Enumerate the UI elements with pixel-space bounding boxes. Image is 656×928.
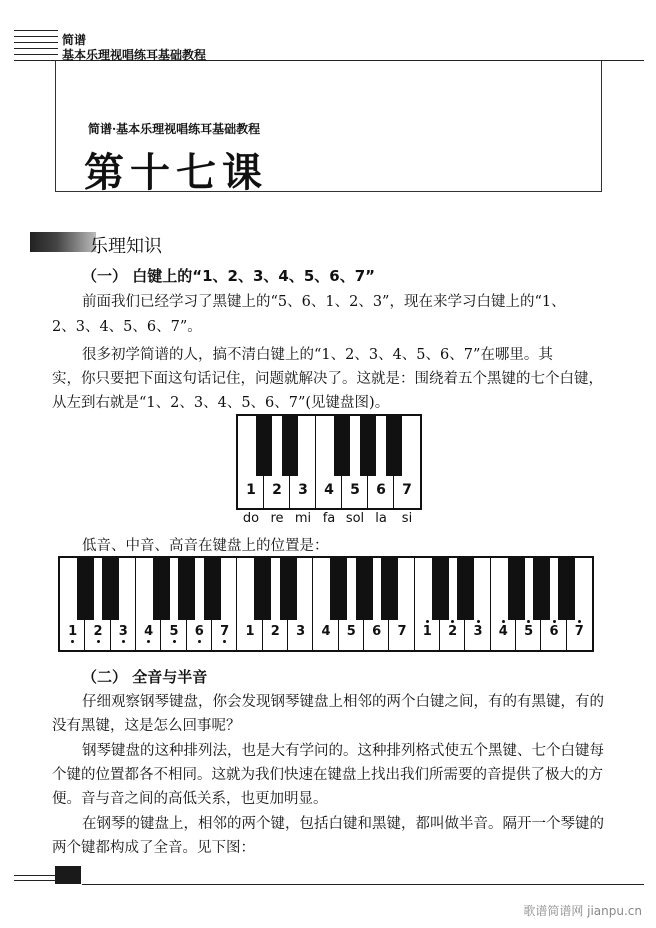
key-number: 4: [324, 482, 334, 498]
paragraph-line: 没有黑键，这是怎么回事呢？: [52, 718, 241, 734]
black-key: [356, 558, 373, 620]
key-number: 5: [350, 482, 360, 498]
key-number: 3: [296, 624, 306, 639]
black-key: [280, 558, 297, 620]
black-key: [381, 558, 398, 620]
registers-caption: 低音、中音、高音在键盘上的位置是：: [82, 538, 329, 554]
black-key: [533, 558, 550, 620]
paragraph-line: 便。音与音之间的高低关系，也更加明显。: [52, 791, 328, 807]
solfege-syllable: sol: [345, 511, 365, 526]
key-number: 5: [169, 624, 179, 639]
page-marker: [55, 866, 81, 884]
lesson-title: 第十七课: [84, 150, 268, 196]
solfege-syllable: si: [401, 511, 413, 526]
header-rule: [14, 42, 58, 43]
high-octave-dot: [477, 620, 480, 623]
solfege-syllable: mi: [294, 511, 312, 526]
header-rule: [14, 54, 58, 55]
black-key: [360, 416, 376, 476]
black-key: [282, 416, 298, 476]
footer-main-rule: [82, 884, 644, 885]
black-key: [334, 416, 350, 476]
black-key: [77, 558, 94, 620]
black-key: [432, 558, 449, 620]
key-number: 2: [272, 482, 282, 498]
paragraph-line: 前面我们已经学习了黑键上的“5、6、1、2、3”，现在来学习白键上的“1、: [82, 294, 566, 310]
key-number: 3: [298, 482, 308, 498]
key-number: 4: [321, 624, 331, 639]
low-octave-dot: [173, 640, 176, 643]
paragraph-line: 从左到右就是“1、2、3、4、5、6、7”(见键盘图)。: [52, 395, 390, 411]
part1-heading: （一） 白键上的“1、2、3、4、5、6、7”: [82, 267, 375, 285]
key-number: 5: [524, 624, 534, 639]
key-number: 1: [246, 482, 256, 498]
paragraph-line: 实，你只要把下面这句话记住，问题就解决了。这就是：围绕着五个黑键的七个白键，: [52, 371, 603, 387]
paragraph-line: 在钢琴的键盘上，相邻的两个键，包括白键和黑键，都叫做半音。隔开一个琴键的: [82, 816, 604, 832]
high-octave-dot: [553, 620, 556, 623]
key-number: 7: [397, 624, 407, 639]
header-book-title: 基本乐理视唱练耳基础教程: [62, 48, 207, 62]
key-number: 1: [245, 624, 255, 639]
key-number: 7: [220, 624, 230, 639]
lesson-subtitle: 简谱·基本乐理视唱练耳基础教程: [88, 122, 261, 136]
key-number: 5: [346, 624, 356, 639]
header-rule: [14, 30, 58, 31]
keyboard-one-octave: [236, 414, 422, 510]
black-key: [457, 558, 474, 620]
black-key: [386, 416, 402, 476]
key-number: 2: [448, 624, 458, 639]
black-key: [204, 558, 221, 620]
section-title: 乐理知识: [90, 236, 162, 257]
key-number: 3: [118, 624, 128, 639]
key-number: 7: [574, 624, 584, 639]
key-number: 2: [270, 624, 280, 639]
header-rule: [14, 36, 58, 37]
header-book-short: 简谱: [62, 33, 87, 47]
black-key: [558, 558, 575, 620]
paragraph-line: 2、3、4、5、6、7”。: [52, 319, 202, 335]
key-number: 4: [498, 624, 508, 639]
part2-heading: （二） 全音与半音: [82, 668, 208, 686]
section-bar: [30, 232, 96, 252]
black-key: [256, 416, 272, 476]
low-octave-dot: [97, 640, 100, 643]
paragraph-line: 仔细观察钢琴键盘，你会发现钢琴键盘上相邻的两个白键之间，有的有黑键，有的: [82, 694, 604, 710]
key-number: 6: [376, 482, 386, 498]
footer-rule: [14, 880, 58, 881]
key-number: 2: [93, 624, 103, 639]
key-number: 6: [372, 624, 382, 639]
key-number: 4: [144, 624, 154, 639]
paragraph-line: 个键的位置都各不相同。这就为我们快速在键盘上找出我们所需要的音提供了极大的方: [52, 767, 603, 783]
key-number: 6: [549, 624, 559, 639]
paragraph-line: 很多初学简谱的人，搞不清白键上的“1、2、3、4、5、6、7”在哪里。其: [82, 347, 553, 363]
paragraph-line: 两个键都构成了全音。见下图：: [52, 840, 255, 856]
black-key: [254, 558, 271, 620]
paragraph-line: 钢琴键盘的这种排列法，也是大有学问的。这种排列格式使五个黑键、七个白键每: [82, 743, 604, 759]
key-number: 7: [402, 482, 412, 498]
black-key: [153, 558, 170, 620]
high-octave-dot: [502, 620, 505, 623]
key-number: 3: [473, 624, 483, 639]
solfege-syllable: re: [270, 511, 284, 526]
high-octave-dot: [578, 620, 581, 623]
solfege-syllable: la: [375, 511, 387, 526]
key-number: 1: [68, 624, 78, 639]
footer-rule: [14, 875, 58, 876]
low-octave-dot: [122, 640, 125, 643]
black-key: [508, 558, 525, 620]
watermark: 歌谱简谱网 jianpu.cn: [523, 904, 642, 918]
low-octave-dot: [198, 640, 201, 643]
key-number: 6: [194, 624, 204, 639]
black-key: [330, 558, 347, 620]
black-key: [102, 558, 119, 620]
solfege-syllable: fa: [322, 511, 336, 526]
high-octave-dot: [426, 620, 429, 623]
solfege-syllable: do: [242, 511, 260, 526]
key-number: 1: [422, 624, 432, 639]
black-key: [178, 558, 195, 620]
header-rule: [14, 48, 58, 49]
keyboard-three-octaves: [58, 556, 594, 652]
